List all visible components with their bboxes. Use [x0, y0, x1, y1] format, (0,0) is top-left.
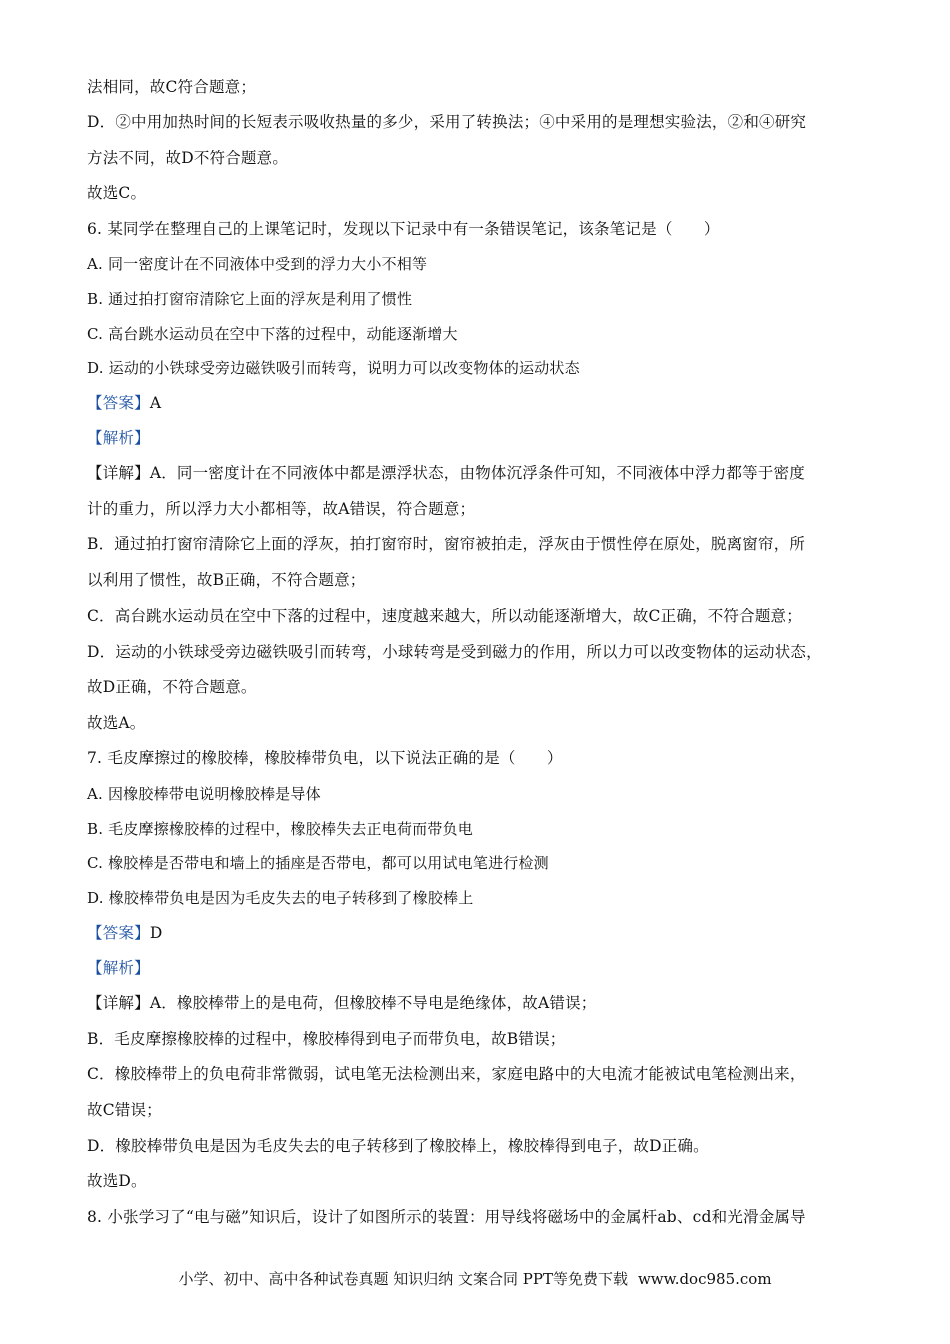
- text-line: 故选D。: [87, 1172, 147, 1190]
- text-line: 以利用了惯性，故B正确，不符合题意；: [87, 571, 366, 589]
- detail-tag: 【详解】: [87, 994, 150, 1012]
- question-6-stem: 6. 某同学在整理自己的上课笔记时，发现以下记录中有一条错误笔记，该条笔记是（ ）: [87, 220, 720, 238]
- detail-tag: 【详解】: [87, 464, 150, 482]
- text-line: C．橡胶棒带上的负电荷非常微弱，试电笔无法检测出来，家庭电路中的大电流才能被试电笔检测出来，: [87, 1065, 806, 1083]
- text-line: 计的重力，所以浮力大小都相等，故A错误，符合题意；: [87, 500, 476, 518]
- question-8-stem: 8. 小张学习了“电与磁”知识后，设计了如图所示的装置：用导线将磁场中的金属杆ab、cd和光滑金属导: [87, 1208, 806, 1226]
- answer-tag: 【答案】: [87, 924, 150, 942]
- text-line: B．通过拍打窗帘清除它上面的浮灰，拍打窗帘时，窗帘被拍走，浮灰由于惯性停在原处，脱离窗帘，所: [87, 535, 806, 553]
- question-6-option-a: A. 同一密度计在不同液体中受到的浮力大小不相等: [87, 255, 428, 273]
- text-line: C．高台跳水运动员在空中下落的过程中，速度越来越大，所以动能逐渐增大，故C正确，不符合题意；: [87, 607, 802, 625]
- text-line: 方法不同，故D不符合题意。: [87, 149, 289, 167]
- question-6-option-c: C. 高台跳水运动员在空中下落的过程中，动能逐渐增大: [87, 325, 458, 343]
- text-line: D．橡胶棒带负电是因为毛皮失去的电子转移到了橡胶棒上，橡胶棒得到电子，故D正确。: [87, 1137, 709, 1155]
- answer-tag: 【答案】: [87, 394, 150, 412]
- text-line: B．毛皮摩擦橡胶棒的过程中，橡胶棒得到电子而带负电，故B错误；: [87, 1030, 566, 1048]
- question-7-option-a: A. 因橡胶棒带电说明橡胶棒是导体: [87, 785, 321, 803]
- analysis-tag: 【解析】: [87, 959, 150, 977]
- question-6-explanation: 【详解】A．同一密度计在不同液体中都是漂浮状态，由物体沉浮条件可知，不同液体中浮力都等于密度: [87, 464, 805, 482]
- text-line: 故选C。: [87, 184, 147, 202]
- analysis-tag: 【解析】: [87, 429, 150, 447]
- text-line: 法相同，故C符合题意；: [87, 78, 257, 96]
- question-7-explanation: 【详解】A．橡胶棒带上的是电荷，但橡胶棒不导电是绝缘体，故A错误；: [87, 994, 597, 1012]
- question-7-option-c: C. 橡胶棒是否带电和墙上的插座是否带电，都可以用试电笔进行检测: [87, 854, 549, 872]
- question-7-stem: 7. 毛皮摩擦过的橡胶棒，橡胶棒带负电，以下说法正确的是（ ）: [87, 749, 563, 767]
- question-6-option-b: B. 通过拍打窗帘清除它上面的浮灰是利用了惯性: [87, 290, 413, 308]
- question-7-analysis-heading: [87, 957, 890, 979]
- text-line: D．②中用加热时间的长短表示吸收热量的多少，采用了转换法；④中采用的是理想实验法，②和④研究: [87, 113, 807, 131]
- text-line: 故选A。: [87, 714, 146, 732]
- footer-link[interactable]: www.doc985.com: [637, 1270, 772, 1288]
- footer-text: 小学、初中、高中各种试卷真题 知识归纳 文案合同 PPT等免费下载: [178, 1270, 628, 1288]
- question-6-option-d: D. 运动的小铁球受旁边磁铁吸引而转弯，说明力可以改变物体的运动状态: [87, 359, 580, 377]
- text-line: 故C错误；: [87, 1101, 162, 1119]
- page-footer: [0, 1268, 950, 1290]
- question-6-analysis-heading: [87, 427, 890, 449]
- question-7-option-b: B. 毛皮摩擦橡胶棒的过程中，橡胶棒失去正电荷而带负电: [87, 820, 473, 838]
- text-line: D．运动的小铁球受旁边磁铁吸引而转弯，小球转弯是受到磁力的作用，所以力可以改变物体的运动状态，: [87, 643, 822, 661]
- text-line: 故D正确，不符合题意。: [87, 678, 257, 696]
- question-6-answer: 【答案】A: [87, 394, 162, 412]
- question-7-option-d: D. 橡胶棒带负电是因为毛皮失去的电子转移到了橡胶棒上: [87, 889, 474, 907]
- question-7-answer: 【答案】D: [87, 924, 163, 942]
